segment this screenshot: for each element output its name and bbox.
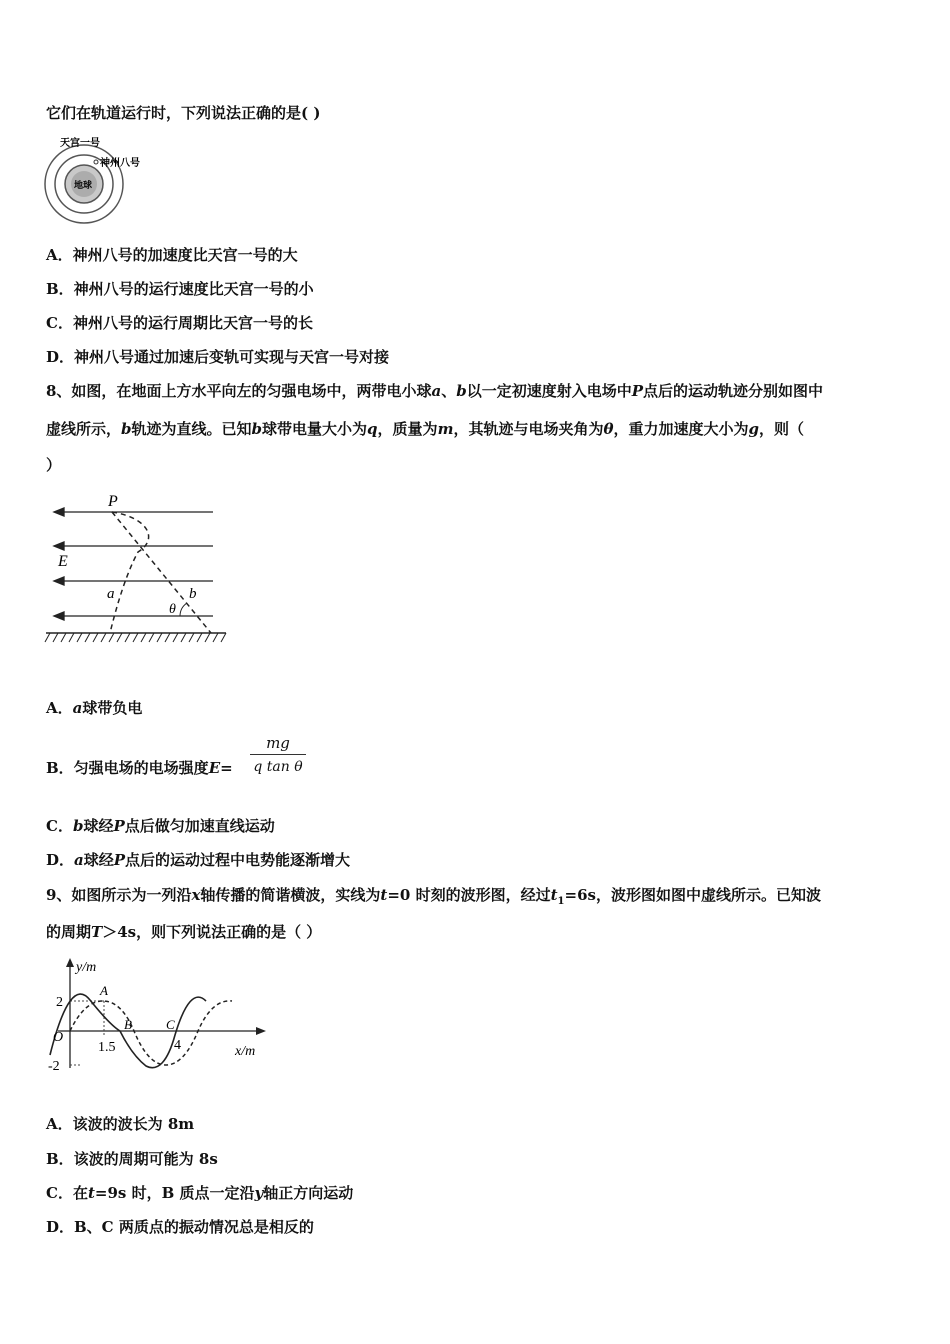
q7-option-d: D．神州八号通过加速后变轨可实现与天宫一号对接 — [46, 348, 390, 366]
q9-option-c: C．在t=9s 时，B 质点一定沿y轴正方向运动 — [46, 1184, 354, 1202]
point-C-label: C — [166, 1017, 175, 1032]
point-B-label: B — [124, 1017, 132, 1032]
electric-field-figure — [40, 490, 235, 650]
q9-option-a: A．该波的波长为 8m — [46, 1115, 195, 1133]
label-P: P — [108, 493, 118, 510]
label-a: a — [107, 586, 115, 602]
q8-option-c: C．b球经P点后做匀加速直线运动 — [46, 817, 275, 835]
orbit-figure — [40, 132, 160, 232]
x-axis-label: x/m — [235, 1044, 256, 1059]
q8-option-a: A．a球带负电 — [46, 699, 143, 717]
fraction-denominator: q tan θ — [253, 759, 303, 775]
q9-option-b: B．该波的周期可能为 8s — [46, 1150, 218, 1168]
theta-arc — [180, 603, 187, 616]
q9-stem-line2: 的周期T＞4s，则下列说法正确的是（ ） — [46, 923, 322, 941]
q8-stem-line2: 虚线所示，b轨迹为直线。已知b球带电量大小为q，质量为m，其轨迹与电场夹角为θ，重力加速度大小为g，则（ — [46, 420, 804, 438]
q8-option-b: B．匀强电场的电场强度E= — [46, 759, 233, 777]
q9-option-d: D．B、C 两质点的振动情况总是相反的 — [46, 1218, 314, 1236]
trajectory-b — [112, 512, 211, 633]
trajectory-a — [110, 512, 149, 633]
x-tick-2: 4 — [174, 1038, 181, 1053]
planet-label: 地球 — [74, 180, 93, 190]
q8-option-d: D．a球经P点后的运动过程中电势能逐渐增大 — [46, 851, 351, 869]
q7-option-b: B．神州八号的运行速度比天宫一号的小 — [46, 280, 314, 298]
label-theta: θ — [169, 602, 176, 617]
origin-label: O — [53, 1030, 64, 1045]
q7-option-a: A．神州八号的加速度比天宫一号的大 — [46, 246, 298, 264]
wave-dashed — [70, 1001, 232, 1065]
label-E: E — [58, 553, 68, 570]
outer-orbit-label: 天宫一号 — [60, 138, 100, 149]
q7-intro: 它们在轨道运行时，下列说法正确的是( ) — [46, 104, 321, 122]
y-tick-bottom: -2 — [48, 1059, 60, 1074]
q8-stem-line3: ） — [46, 456, 62, 474]
x-tick-1: 1.5 — [98, 1040, 116, 1055]
label-b: b — [189, 586, 197, 602]
q8-stem-line1: 8、如图，在地面上方水平向左的匀强电场中，两带电小球a、b以一定初速度射入电场中P点后的运动轨迹分别如图中 — [46, 382, 824, 400]
y-tick-top: 2 — [56, 995, 63, 1010]
q9-stem-line1: 9、如图所示为一列沿x轴传播的简谐横波，实线为t=0 时刻的波形图，经过$t_1=6s$，波形图如图中虚线所示。已知波 — [46, 886, 821, 907]
wave-figure — [40, 955, 270, 1080]
fraction-numerator: mg — [266, 734, 290, 752]
q7-option-c: C．神州八号的运行周期比天宫一号的长 — [46, 314, 313, 332]
inner-orbit-label: 神州八号 — [100, 158, 140, 169]
y-axis-label: y/m — [76, 960, 97, 975]
shenzhou-marker — [94, 160, 98, 164]
point-A-label: A — [100, 983, 108, 998]
q8-fraction — [250, 733, 306, 778]
